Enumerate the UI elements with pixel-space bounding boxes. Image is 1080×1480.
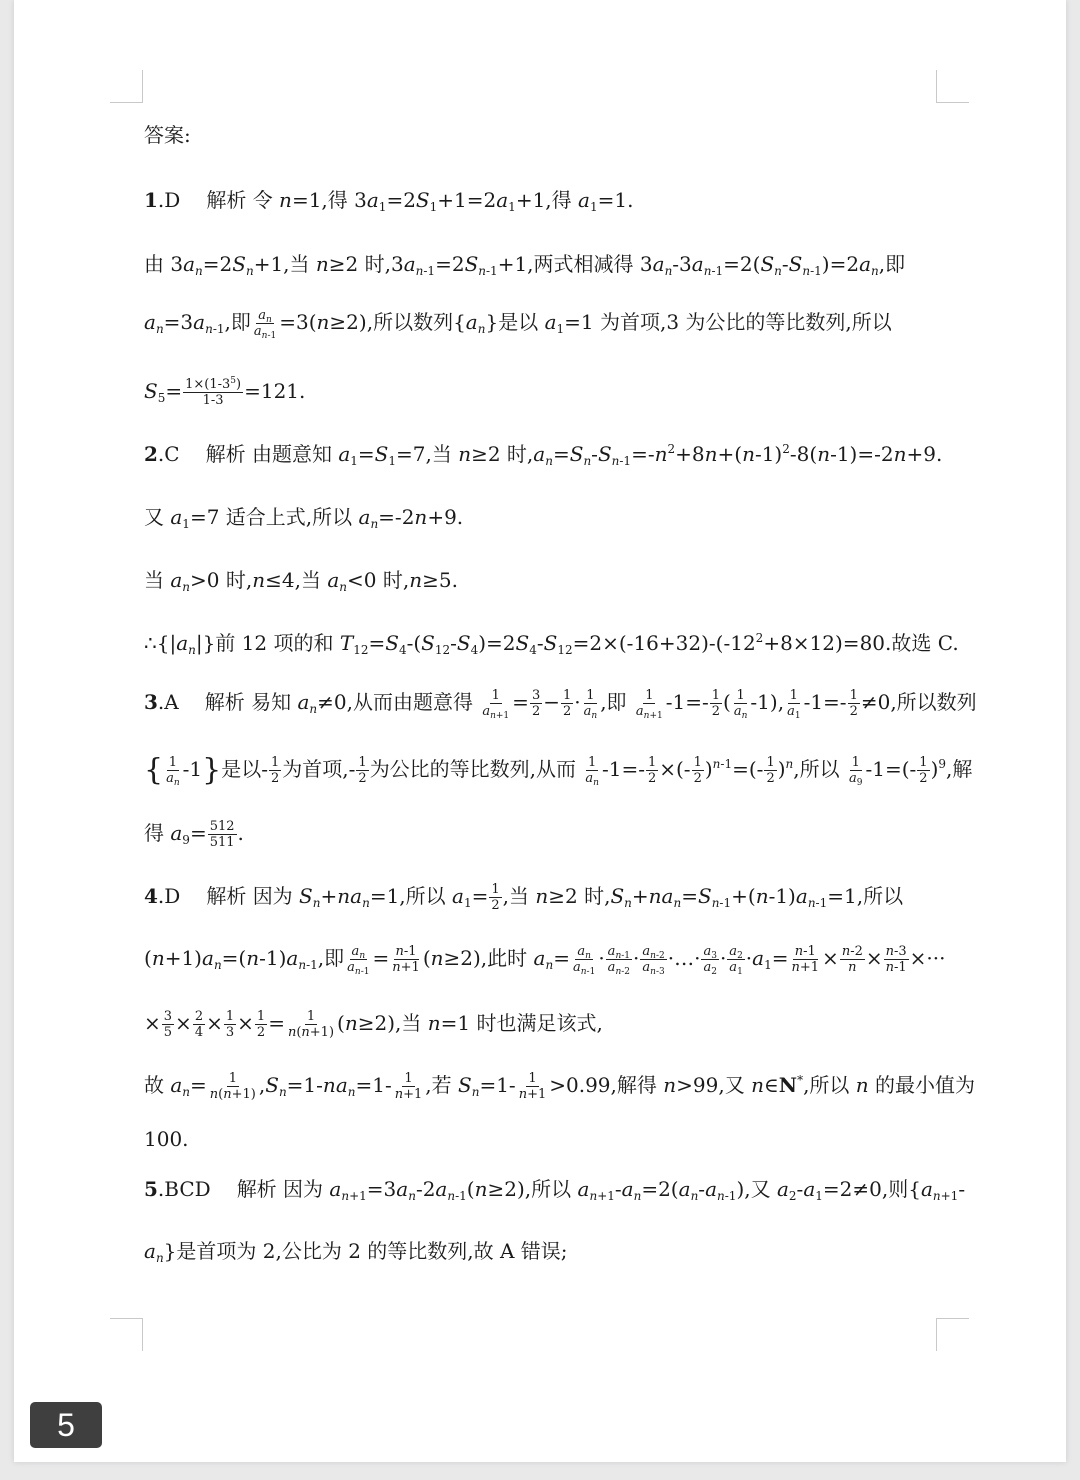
q2-line-4: $\therefore\{|a_n|\}$前 12 项的和 $T_{12}=S_4-(S_{12}-S_4)=2S_4-S_{12}=2\times(-16+32)-(-12^2+8\times 12)=80$.故选 C. <box>144 631 959 657</box>
q3-line-2: { $\frac{1}{a_n}$ -1}是以- $\frac{1}{2}$ 为首项,- $\frac{1}{2}$ 为公比的等比数列,从而 $\frac{1}{a_n}$ -1=- $\frac{1}{2}$ ×(- $\frac{1}{2}$ )$^{n-1}$=(- $\frac{1}{2}$ )$^n$,所以 $\frac{1}{a_9}$ -1=(- $\frac{1}{2}$ )$^9$,解 <box>144 752 973 788</box>
q3-line-3: 得 $a_9=$ $\frac{512}{511}$ . <box>144 819 244 850</box>
crop-mark-top-left <box>110 70 143 103</box>
q3-line-1: 3.A 解析 易知 $a_n\ne 0$,从而由题意得 $\frac{1}{a_{n+1}}$ = $\frac{3}{2}$ − $\frac{1}{2}$ · $\frac{1}{a_n}$ ,即 $\frac{1}{a_{n+1}}$ -1=- $\frac{1}{2}$ ( $\frac{1}{a_n}$ -1), $\frac{1}{a_1}$ -1=- $\frac{1}{2}$ ≠0,所以数列 <box>144 688 977 721</box>
q4-line-5: 100. <box>144 1127 189 1151</box>
q1-line-4: $S_5=$ $\frac{1\times(1-3^5)}{1-3}$ =121. <box>144 376 306 408</box>
q4-line-4: 故 $a_n=$ $\frac{1}{n(n+1)}$ $,S_n=1-na_n=1-$ $\frac{1}{n+1}$ ,若 $S_n=1-$ $\frac{1}{n+1}$ >0.99,解得 n>99,又 n∈N*,所以 n 的最小值为 <box>144 1071 976 1102</box>
document-page <box>14 0 1066 1462</box>
crop-mark-bottom-right <box>936 1318 969 1351</box>
crop-mark-top-right <box>936 70 969 103</box>
q4-line-2: $(n+1)a_n=(n-1)a_{n-1}$,即 $\frac{a_n}{a_{n-1}}$ = $\frac{n-1}{n+1}$ (n≥2),此时 $a_n=$ $\frac{a_n}{a_{n-1}}$ · $\frac{a_{n-1}}{a_{n-2}}$ · $\frac{a_{n-2}}{a_{n-3}}$ ·…· $\frac{a_3}{a_2}$ · $\frac{a_2}{a_1}$ $\cdot a_1=$ $\frac{n-1}{n+1}$ × $\frac{n-2}{n}$ × $\frac{n-3}{n-1}$ ×··· <box>144 944 946 977</box>
answer-heading: 答案: <box>144 123 191 147</box>
q5-line-2: $a_n$}是首项为 2,公比为 2 的等比数列,故 A 错误; <box>144 1239 568 1265</box>
q2-line-3: 当 $a_n>0$ 时,n≤4,当 $a_n<0$ 时,n≥5. <box>144 568 458 594</box>
crop-mark-bottom-left <box>110 1318 143 1351</box>
q2-line-2: 又 $a_1=7$ 适合上式,所以 $a_n=-2n+9$. <box>144 505 464 531</box>
q1-line-1: 1.D 解析 令 n=1,得 $3a_1=2S_1+1=2a_1+1$,得 $a_1=1$. <box>144 188 634 214</box>
q4-line-3: × $\frac{3}{5}$ × $\frac{2}{4}$ × $\frac{1}{3}$ × $\frac{1}{2}$ = $\frac{1}{n(n+1)}$ (n≥2),当 n=1 时也满足该式, <box>144 1009 603 1040</box>
q1-line-2: 由 $3a_n=2S_n+1$,当 n≥2 时$,3a_{n-1}=2S_{n-1}+1$,两式相减得 $3a_n-3a_{n-1}=2(S_n-S_{n-1})=2a_n$,即 <box>144 252 906 278</box>
q1-line-3: $a_n=3a_{n-1}$,即 $\frac{a_n}{a_{n-1}}$ =3(n≥2),所以数列$\{a_n\}$是以 $a_1=1$ 为首项,3 为公比的等比数列,所以 <box>144 308 892 341</box>
q4-line-1: 4.D 解析 因为 $S_n+na_n=1$,所以 $a_1=$ $\frac{1}{2}$ ,当 n≥2 时$,S_n+na_n=S_{n-1}+(n-1)a_{n-1}=1$,所以 <box>144 882 904 913</box>
page-number-badge: 5 <box>30 1402 102 1448</box>
q2-line-1: 2.C 解析 由题意知 $a_1=S_1=7$,当 n≥2 时$,a_n=S_n-S_{n-1}=-n^2+8n+(n-1)^2-8(n-1)=-2n+9$. <box>144 442 943 468</box>
q5-line-1: 5.BCD 解析 因为 $a_{n+1}=3a_n-2a_{n-1}(n\ge 2)$,所以 $a_{n+1}-a_n=2(a_n-a_{n-1})$,又 $a_2-a_1=2\ne 0$,则{$a_{n+1}-$ <box>144 1177 966 1203</box>
